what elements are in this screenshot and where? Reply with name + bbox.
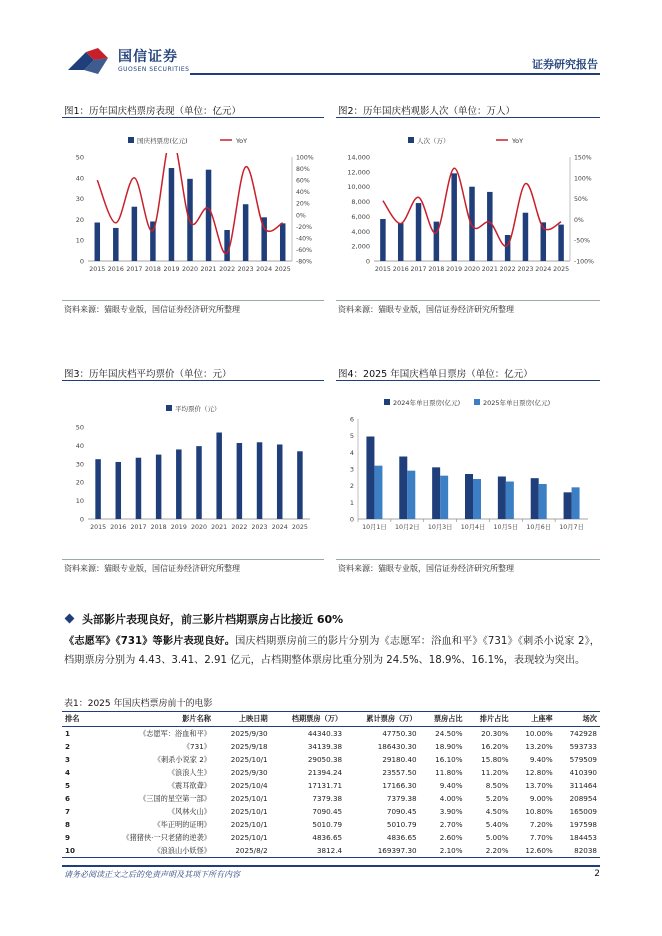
table-cell: 7 xyxy=(65,807,71,816)
bar-10月3日 xyxy=(440,476,448,519)
table-cell: 2025/10/1 xyxy=(230,833,268,842)
legend-label: 平均票价（元） xyxy=(175,405,221,413)
bar-2019 xyxy=(451,173,457,261)
bar-2022 xyxy=(505,235,511,261)
y2-tick-label: 40% xyxy=(296,189,310,197)
fig1-source: 资料来源：猫眼专业版，国信证券经济研究所整理 xyxy=(64,305,240,314)
x-tick-label: 10月1日 xyxy=(362,524,387,531)
y-tick-label: 2,000 xyxy=(351,242,370,251)
table-cell: 2.60% xyxy=(439,833,463,842)
table-cell: 2025/10/1 xyxy=(230,807,268,816)
x-tick-label: 2021 xyxy=(481,266,498,273)
footer-divider xyxy=(62,865,600,867)
top10-movies-table xyxy=(62,711,600,858)
table-cell: 2025/10/1 xyxy=(230,794,268,803)
fig3-source-rule xyxy=(62,559,324,560)
y2-tick-label: -40% xyxy=(296,235,312,243)
legend-swatch xyxy=(166,405,172,411)
bar-2021 xyxy=(487,192,493,261)
table-cell: 82038 xyxy=(556,844,600,858)
section-paragraph xyxy=(64,632,600,670)
table-row xyxy=(62,818,600,831)
logo-text-en: GUOSEN SECURITIES xyxy=(118,66,190,73)
table-cell: 13.70% xyxy=(525,781,553,790)
table-cell: 5010.79 xyxy=(312,820,343,829)
table-cell: 17131.71 xyxy=(307,781,343,790)
y-tick-label: 3 xyxy=(349,465,354,474)
section-heading-text: 头部影片表现良好，前三影片档期票房占比接近 60% xyxy=(82,613,344,626)
fig3-chart xyxy=(62,385,324,557)
table-row xyxy=(62,779,600,792)
bar-10月6日 xyxy=(531,478,539,519)
bar-2018 xyxy=(156,455,162,519)
y-tick-label: 1 xyxy=(349,498,354,507)
fig4-source: 资料来源：猫眼专业版，国信证券经济研究所整理 xyxy=(338,564,514,573)
fig1-source-rule xyxy=(62,300,324,301)
report-type: 证券研究报告 xyxy=(532,58,598,71)
header-divider xyxy=(190,73,600,75)
y2-tick-label: 50% xyxy=(574,196,588,204)
bar-2015 xyxy=(95,459,101,519)
x-tick-label: 10月2日 xyxy=(394,524,420,531)
x-tick-label: 2022 xyxy=(219,266,236,273)
table-cell: 5.20% xyxy=(485,794,509,803)
table-cell: 《731》 xyxy=(182,741,211,751)
legend-swatch xyxy=(128,137,134,143)
y2-tick-label: 100% xyxy=(296,154,314,162)
table-cell: 《志愿军：浴血和平》 xyxy=(139,728,211,738)
table-cell: 3.90% xyxy=(439,807,463,816)
table-cell: 2.20% xyxy=(466,844,512,858)
table-row xyxy=(62,727,600,741)
y2-tick-label: 80% xyxy=(296,166,310,174)
bar-2023 xyxy=(243,204,249,261)
table-header-cell: 排片占比 xyxy=(466,712,512,727)
table-cell: 2025/10/4 xyxy=(230,781,268,790)
y-tick-label: 10 xyxy=(75,497,84,506)
bar-10月4日 xyxy=(473,479,481,519)
y2-tick-label: 100% xyxy=(574,175,592,183)
x-tick-label: 2018 xyxy=(144,266,161,273)
table-cell: 29180.40 xyxy=(382,755,417,764)
y2-tick-label: -60% xyxy=(296,246,312,254)
fig2-chart xyxy=(336,122,600,298)
bar-2021 xyxy=(206,170,212,261)
table-cell: 15.80% xyxy=(481,755,509,764)
x-tick-label: 2024 xyxy=(271,524,288,531)
bar-2016 xyxy=(116,462,122,519)
table-cell: 2025/9/18 xyxy=(230,742,268,751)
table-row xyxy=(62,753,600,766)
legend-swatch xyxy=(384,399,390,405)
table-cell: 《浪浪山小妖怪》 xyxy=(89,844,214,858)
x-tick-label: 2017 xyxy=(130,524,147,531)
table-cell: 《三国的星空第一部》 xyxy=(139,793,211,803)
table-row xyxy=(62,831,600,844)
x-tick-label: 2021 xyxy=(211,524,228,531)
table-cell: 21394.24 xyxy=(307,768,343,777)
table-cell: 9.40% xyxy=(439,781,463,790)
bar-10月5日 xyxy=(498,477,506,520)
x-tick-label: 2017 xyxy=(126,266,143,273)
company-logo xyxy=(64,44,194,78)
page-number: 2 xyxy=(594,869,600,879)
table-cell: 7.20% xyxy=(529,820,553,829)
table-cell: 186430.30 xyxy=(377,742,417,751)
bar-10月7日 xyxy=(572,487,580,519)
x-tick-label: 2021 xyxy=(200,266,217,273)
y2-tick-label: 0% xyxy=(296,212,306,220)
table-cell: 18.90% xyxy=(435,742,463,751)
y-tick-label: 12,000 xyxy=(347,168,370,177)
legend-label: 国庆档票房(亿元) xyxy=(137,137,188,145)
table-cell: 579509 xyxy=(569,755,597,764)
y-tick-label: 0 xyxy=(79,257,84,266)
table-cell: 3812.4 xyxy=(271,844,345,858)
bar-10月1日 xyxy=(366,437,374,520)
y-tick-label: 10 xyxy=(75,236,84,245)
x-tick-label: 2023 xyxy=(237,266,254,273)
bar-10月1日 xyxy=(374,466,382,519)
bar-2020 xyxy=(469,187,475,261)
table-cell: 208954 xyxy=(569,794,597,803)
table-cell: 29050.38 xyxy=(307,755,343,764)
bar-10月5日 xyxy=(506,482,514,520)
table-cell: 12.60% xyxy=(512,844,556,858)
table-title: 表1：2025 年国庆档票房前十的电影 xyxy=(64,699,213,709)
y-tick-label: 0 xyxy=(349,515,354,524)
table-cell: 5 xyxy=(65,781,71,790)
table-cell: 169397.30 xyxy=(345,844,419,858)
x-tick-label: 2023 xyxy=(251,524,268,531)
section-heading xyxy=(64,611,343,627)
table-cell: 4.50% xyxy=(485,807,509,816)
table-cell: 16.20% xyxy=(481,742,509,751)
y2-tick-label: 150% xyxy=(574,154,592,162)
x-tick-label: 2016 xyxy=(107,266,124,273)
x-tick-label: 2015 xyxy=(90,524,107,531)
table-cell: 4836.65 xyxy=(312,833,343,842)
table-cell: 2025/9/30 xyxy=(230,768,268,777)
bar-10月6日 xyxy=(539,484,547,519)
table-cell: 5010.79 xyxy=(386,820,417,829)
x-tick-label: 10月5日 xyxy=(493,524,519,531)
y-tick-label: 4 xyxy=(349,448,354,457)
fig2-title: 图2：历年国庆档观影人次（单位：万人） xyxy=(338,106,516,117)
table-cell: 9.00% xyxy=(529,794,553,803)
y-tick-label: 8,000 xyxy=(351,198,370,207)
bar-2016 xyxy=(398,223,404,261)
table-cell: 11.80% xyxy=(435,768,463,777)
y2-tick-label: -20% xyxy=(296,223,312,231)
table-cell: 593733 xyxy=(569,742,597,751)
y-tick-label: 5 xyxy=(349,432,354,441)
y-tick-label: 50 xyxy=(75,153,84,162)
y2-tick-label: -80% xyxy=(296,258,312,266)
table-cell: 44340.33 xyxy=(307,729,343,738)
table-cell: 2 xyxy=(65,742,71,751)
table-body xyxy=(62,727,600,858)
table-cell: 742928 xyxy=(569,729,597,738)
bar-10月7日 xyxy=(564,492,572,519)
table-cell: 16.10% xyxy=(435,755,463,764)
x-tick-label: 2025 xyxy=(274,266,291,273)
table-header-cell: 影片名称 xyxy=(89,712,214,727)
table-cell: 2025/8/2 xyxy=(214,844,271,858)
table-cell: 23557.50 xyxy=(382,768,417,777)
table-cell: 24.50% xyxy=(435,729,463,738)
y-tick-label: 40 xyxy=(75,441,84,450)
x-tick-label: 2020 xyxy=(463,266,481,273)
table-cell: 4 xyxy=(65,768,71,777)
table-cell: 12.80% xyxy=(525,768,553,777)
y-tick-label: 14,000 xyxy=(347,153,370,162)
bar-2021 xyxy=(216,433,222,519)
bar-2015 xyxy=(95,223,101,261)
y2-tick-label: 60% xyxy=(296,177,310,185)
x-tick-label: 2019 xyxy=(446,266,463,273)
bar-2023 xyxy=(257,442,263,519)
x-tick-label: 2015 xyxy=(89,266,106,273)
y-tick-label: 4,000 xyxy=(351,227,370,236)
table-row xyxy=(62,766,600,779)
y-tick-label: 0 xyxy=(365,257,370,266)
fig3-top-rule xyxy=(62,380,324,381)
fig1-chart xyxy=(62,122,324,298)
table-cell: 2025/10/1 xyxy=(230,820,268,829)
x-tick-label: 2024 xyxy=(256,266,273,273)
guosen-logo-icon xyxy=(64,44,112,78)
x-tick-label: 2022 xyxy=(231,524,248,531)
table-cell: 《浪浪人生》 xyxy=(167,767,211,777)
x-tick-label: 2016 xyxy=(110,524,127,531)
x-tick-label: 2020 xyxy=(181,266,199,273)
x-tick-label: 2022 xyxy=(499,266,516,273)
table-cell: 5.00% xyxy=(485,833,509,842)
table-row xyxy=(62,740,600,753)
bar-10月3日 xyxy=(432,467,440,519)
bar-2017 xyxy=(136,458,142,519)
legend-label: 2025年单日票房(亿元) xyxy=(483,399,551,407)
table-cell: 《猪猪侠·一只老猪的逆袭》 xyxy=(122,832,211,842)
table-cell: 10 xyxy=(62,844,89,858)
table-cell: 17166.30 xyxy=(382,781,417,790)
para-lead: 《志愿军》《731》等影片表现良好。 xyxy=(64,636,236,647)
para-body: 国庆档期票房前三的影片分别为《志愿军：浴血和平》《731》《刺杀小说家 2》，档期票房分别为 4.43、3.41、2.91 亿元，占档期整体票房比重分别为 24.5%、18.9%、16.1%，表现较为突出。 xyxy=(64,636,600,666)
table-cell: 《震耳欲聋》 xyxy=(167,780,211,790)
fig3-source: 资料来源：猫眼专业版，国信证券经济研究所整理 xyxy=(64,564,240,573)
fig4-chart xyxy=(336,385,600,557)
table-cell: 47750.30 xyxy=(382,729,417,738)
table-cell: 410390 xyxy=(569,768,597,777)
table-cell: 7090.45 xyxy=(386,807,417,816)
table-cell: 7379.38 xyxy=(386,794,417,803)
bar-2016 xyxy=(113,228,119,261)
y-tick-label: 6,000 xyxy=(351,212,370,221)
fig2-top-rule xyxy=(336,117,600,118)
y-tick-label: 0 xyxy=(79,515,84,524)
logo-text-cn: 国信证券 xyxy=(118,49,178,65)
bar-2015 xyxy=(380,219,386,261)
table-header-cell: 票房占比 xyxy=(420,712,466,727)
bar-2020 xyxy=(196,446,202,519)
bar-2022 xyxy=(237,443,243,519)
fig2-source: 资料来源：猫眼专业版，国信证券经济研究所整理 xyxy=(338,305,514,314)
table-cell: 4836.65 xyxy=(386,833,417,842)
y-tick-label: 20 xyxy=(75,215,84,224)
table-cell: 2025/9/30 xyxy=(230,729,268,738)
legend-label: 2024年单日票房(亿元) xyxy=(393,399,461,407)
table-header-cell: 排名 xyxy=(62,712,89,727)
y2-tick-label: 20% xyxy=(296,200,310,208)
table-cell: 20.30% xyxy=(481,729,509,738)
table-cell: 34139.38 xyxy=(307,742,343,751)
table-cell: 9 xyxy=(65,833,71,842)
x-tick-label: 2019 xyxy=(163,266,180,273)
table-cell: 《风林火山》 xyxy=(167,806,211,816)
table-cell: 9.40% xyxy=(529,755,553,764)
table-cell: 7090.45 xyxy=(312,807,343,816)
table-row xyxy=(62,792,600,805)
table-cell: 《刺杀小说家 2》 xyxy=(153,754,211,764)
x-tick-label: 10月3日 xyxy=(427,524,453,531)
table-cell: 184453 xyxy=(569,833,597,842)
table-cell: 5.40% xyxy=(485,820,509,829)
table-row xyxy=(62,805,600,818)
table-cell: 7.70% xyxy=(529,833,553,842)
legend-swatch xyxy=(408,137,414,143)
table-header-cell: 档期票房（万） xyxy=(271,712,345,727)
x-tick-label: 10月4日 xyxy=(460,524,486,531)
y-tick-label: 40 xyxy=(75,174,84,183)
table-cell: 《毕正明的证明》 xyxy=(153,819,211,829)
fig4-source-rule xyxy=(336,559,600,560)
bar-10月2日 xyxy=(407,471,415,519)
x-tick-label: 2015 xyxy=(374,266,391,273)
table-cell: 7379.38 xyxy=(312,794,343,803)
table-cell: 2025/10/1 xyxy=(230,755,268,764)
x-tick-label: 10月6日 xyxy=(526,524,552,531)
y2-tick-label: -50% xyxy=(574,237,590,245)
legend-swatch xyxy=(474,399,480,405)
y-tick-label: 50 xyxy=(75,423,84,432)
bar-2025 xyxy=(297,451,303,519)
bar-2017 xyxy=(416,203,422,261)
table-cell: 8 xyxy=(65,820,71,829)
table-cell: 2.70% xyxy=(439,820,463,829)
table-cell: 3 xyxy=(65,755,71,764)
bar-10月2日 xyxy=(399,457,407,520)
table-header-row xyxy=(62,712,600,727)
x-tick-label: 2025 xyxy=(291,524,308,531)
table-cell: 197598 xyxy=(569,820,597,829)
fig4-top-rule xyxy=(336,380,600,381)
x-tick-label: 2018 xyxy=(428,266,445,273)
table-header-cell: 上座率 xyxy=(512,712,556,727)
bar-2017 xyxy=(132,207,138,261)
table-cell: 1 xyxy=(65,729,71,738)
table-cell: 165009 xyxy=(569,807,597,816)
x-tick-label: 2018 xyxy=(150,524,167,531)
fig4-title: 图4：2025 年国庆档单日票房（单位：亿元） xyxy=(338,369,533,380)
table-cell: 311464 xyxy=(569,781,597,790)
fig1-top-rule xyxy=(62,117,324,118)
bar-2019 xyxy=(169,168,175,261)
table-header-cell: 场次 xyxy=(556,712,600,727)
table-header-cell: 累计票房（万） xyxy=(345,712,419,727)
x-tick-label: 10月7日 xyxy=(559,524,584,531)
x-tick-label: 2025 xyxy=(553,266,570,273)
table-cell: 2.10% xyxy=(420,844,466,858)
bar-2025 xyxy=(280,223,286,261)
legend-label: 人次（万） xyxy=(417,137,450,145)
y-tick-label: 6 xyxy=(349,415,354,424)
x-tick-label: 2024 xyxy=(535,266,552,273)
y-tick-label: 30 xyxy=(75,460,84,469)
y2-tick-label: -100% xyxy=(574,258,594,266)
table-cell: 8.50% xyxy=(485,781,509,790)
table-cell: 10.00% xyxy=(525,729,553,738)
table-cell: 11.20% xyxy=(481,768,509,777)
bar-2023 xyxy=(523,213,529,261)
y-tick-label: 20 xyxy=(75,478,84,487)
y-tick-label: 30 xyxy=(75,195,84,204)
x-tick-label: 2023 xyxy=(517,266,534,273)
table-cell: 10.80% xyxy=(525,807,553,816)
fig1-title: 图1：历年国庆档票房表现（单位：亿元） xyxy=(64,106,242,117)
fig3-title: 图3：历年国庆档平均票价（单位：元） xyxy=(64,369,232,380)
table-cell: 4.00% xyxy=(439,794,463,803)
x-tick-label: 2020 xyxy=(190,524,208,531)
footer-disclaimer: 请务必阅读正文之后的免责声明及其项下所有内容 xyxy=(64,870,240,879)
bar-10月4日 xyxy=(465,474,473,519)
legend-label: YoY xyxy=(512,137,524,145)
table-header-cell: 上映日期 xyxy=(214,712,271,727)
fig2-source-rule xyxy=(336,300,600,301)
diamond-bullet-icon xyxy=(65,614,75,624)
y-tick-label: 10,000 xyxy=(347,183,370,192)
y-tick-label: 2 xyxy=(349,482,354,491)
bar-2019 xyxy=(176,449,182,519)
table-cell: 6 xyxy=(65,794,71,803)
x-tick-label: 2016 xyxy=(392,266,409,273)
y2-tick-label: 0% xyxy=(574,216,584,224)
legend-label: YoY xyxy=(236,137,248,145)
table-cell: 13.20% xyxy=(525,742,553,751)
x-tick-label: 2019 xyxy=(170,524,187,531)
x-tick-label: 2017 xyxy=(410,266,427,273)
bar-2025 xyxy=(558,225,564,261)
table-row xyxy=(62,844,600,858)
bar-2024 xyxy=(277,444,283,519)
